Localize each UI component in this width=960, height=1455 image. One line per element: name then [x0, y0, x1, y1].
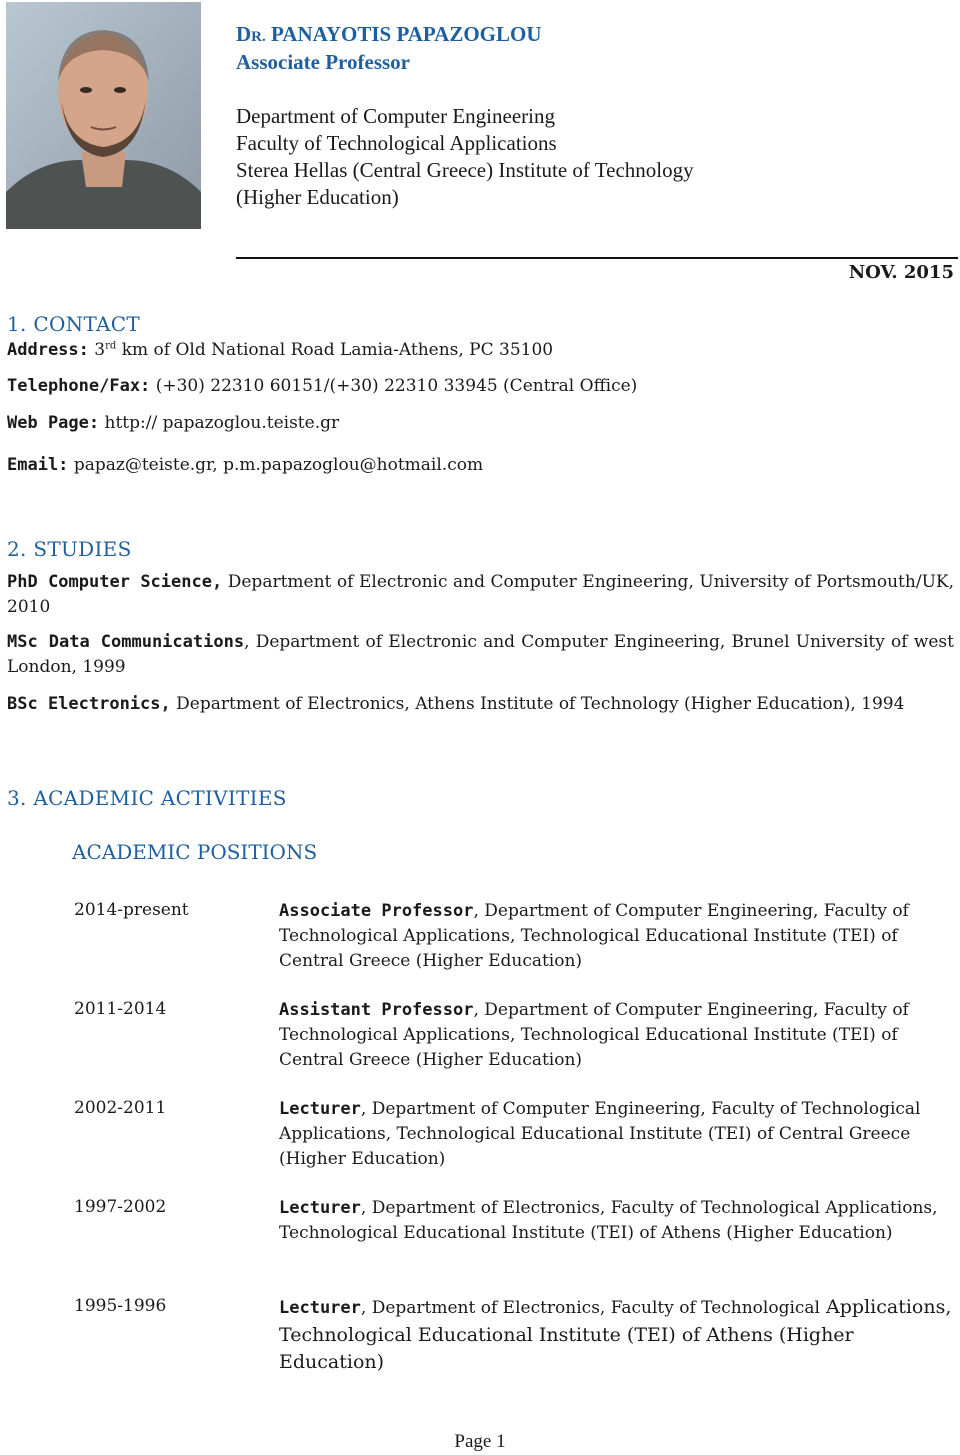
- subheading-positions: ACADEMIC POSITIONS: [72, 840, 318, 864]
- profile-photo: [6, 2, 201, 229]
- page-number: Page 1: [454, 1431, 506, 1452]
- position-years: 2002-2011: [74, 1098, 167, 1118]
- contact-address: Address: 3rd km of Old National Road Lamia-Athens, PC 35100: [7, 340, 554, 360]
- position-description: Associate Professor, Department of Computer Engineering, Faculty of Technological Applications, Technological Educational Institute (TEI) of Central Greece (Higher Education): [279, 901, 909, 971]
- affiliation-line: Sterea Hellas (Central Greece) Institute of Technology: [236, 158, 694, 182]
- document-date: NOV. 2015: [848, 262, 954, 283]
- affiliation-block: [236, 103, 694, 211]
- affiliation-line: Faculty of Technological Applications: [236, 131, 557, 155]
- position-description: Lecturer, Department of Electronics, Faculty of Technological Applications, Technological Educational Institute (TEI) of Athens (Higher Education): [279, 1198, 938, 1243]
- contact-web: Web Page: http:// papazoglou.teiste.gr: [7, 413, 340, 433]
- position-years: 2014-present: [74, 900, 189, 920]
- web-link[interactable]: http:// papazoglou.teiste.gr: [104, 413, 340, 433]
- affiliation-line: Department of Computer Engineering: [236, 104, 555, 128]
- person-name: DR. PANAYOTIS PAPAZOGLOU: [236, 22, 542, 46]
- section-heading-contact: 1. CONTACT: [7, 312, 140, 336]
- contact-email: Email: papaz@teiste.gr, p.m.papazoglou@hotmail.com: [7, 455, 484, 475]
- position-description: Assistant Professor, Department of Computer Engineering, Faculty of Technological Applications, Technological Educational Institute (TEI) of Central Greece (Higher Education): [279, 1000, 909, 1070]
- person-title: Associate Professor: [236, 50, 410, 74]
- contact-phone: Telephone/Fax: (+30) 22310 60151/(+30) 22310 33945 (Central Office): [7, 376, 638, 396]
- position-text-tail: Applications, Technological Educational Institute (TEI) of Athens (Higher Education): [279, 1296, 952, 1373]
- section-heading-academic: 3. ACADEMIC ACTIVITIES: [7, 786, 287, 810]
- position-description: [279, 1294, 959, 1376]
- study-item: PhD Computer Science, Department of Electronic and Computer Engineering, University of Portsmouth/UK, 2010: [7, 572, 954, 617]
- email-link[interactable]: papaz@teiste.gr, p.m.papazoglou@hotmail.com: [73, 455, 484, 475]
- affiliation-line: (Higher Education): [236, 185, 399, 209]
- header-divider: [236, 257, 958, 259]
- position-description: Lecturer, Department of Computer Engineering, Faculty of Technological Applications, Technological Educational Institute (TEI) of Central Greece (Higher Education): [279, 1099, 921, 1169]
- section-heading-studies: 2. STUDIES: [7, 537, 132, 561]
- position-role: Lecturer: [279, 1298, 361, 1318]
- study-item: BSc Electronics, Department of Electronics, Athens Institute of Technology (Higher Education), 1994: [7, 694, 905, 714]
- study-item: MSc Data Communications, Department of Electronic and Computer Engineering, Brunel University of west London, 1999: [7, 632, 954, 677]
- position-text-head: , Department of Electronics, Faculty of Technological: [360, 1298, 820, 1318]
- position-years: 1995-1996: [74, 1296, 167, 1316]
- position-years: 2011-2014: [74, 999, 167, 1019]
- position-years: 1997-2002: [74, 1197, 167, 1217]
